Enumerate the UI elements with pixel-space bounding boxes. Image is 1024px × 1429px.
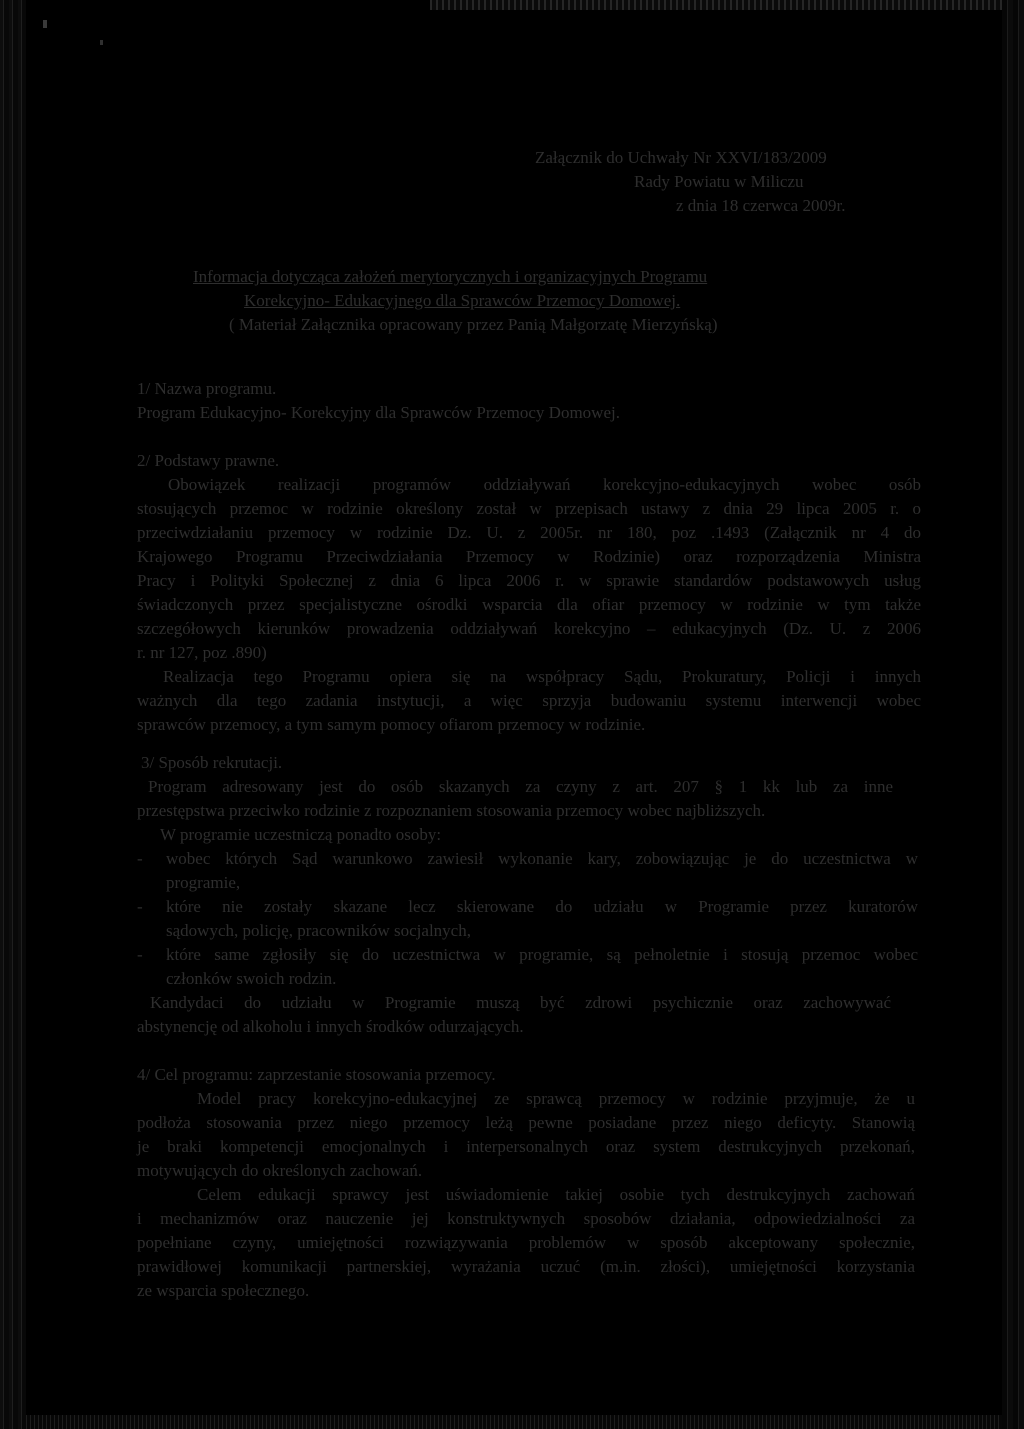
paragraph-line: abstynencję od alkoholu i innych środków odurzających.: [137, 1017, 524, 1036]
paragraph-line: świadczonych przez specjalistyczne ośrodki wsparcia dla ofiar przemocy w rodzinie w tym także: [137, 595, 921, 614]
paragraph-line: motywujących do określonych zachowań.: [137, 1161, 423, 1180]
list-item: sądowych, policję, pracowników socjalnych,: [166, 921, 471, 940]
document-title: Informacja dotycząca założeń merytorycznych i organizacyjnych Programu: [193, 267, 708, 286]
scan-edge-right: [1002, 0, 1024, 1429]
paragraph-line: sprawców przemocy, a tym samym pomocy ofiarom przemocy w rodzinie.: [137, 715, 646, 734]
paragraph-line: stosujących przemoc w rodzinie określony został w przepisach ustawy z dnia 29 lipca 2005 r. o: [137, 499, 921, 518]
list-intro: W programie uczestniczą ponadto osoby:: [160, 825, 442, 844]
paragraph-line: popełniane czyny, umiejętności rozwiązywania problemów w sposób akceptowany społecznie,: [137, 1233, 915, 1252]
list-marker: -: [137, 945, 143, 964]
header-line: Rady Powiatu w Miliczu: [634, 172, 804, 191]
list-marker: -: [137, 897, 143, 916]
title-note: ( Materiał Załącznika opracowany przez Panią Małgorzatę Mierzyńską): [229, 315, 718, 334]
section-heading: 4/ Cel programu: zaprzestanie stosowania przemocy.: [137, 1065, 496, 1084]
list-marker: -: [137, 849, 143, 868]
paragraph-line: i mechanizmów oraz nauczenie jej konstruktywnych sposobów działania, odpowiedzialności za: [137, 1209, 915, 1228]
list-item: wobec których Sąd warunkowo zawiesił wykonanie kary, zobowiązując je do uczestnictwa w: [166, 849, 918, 868]
list-item: które nie zostały skazane lecz skierowane do udziału w Programie przez kuratorów: [166, 897, 918, 916]
paragraph-line: szczegółowych kierunków prowadzenia oddziaływań korekcyjno – edukacyjnych (Dz. U. z 2006: [137, 619, 921, 638]
document-title: Korekcyjno- Edukacyjnego dla Sprawców Przemocy Domowej.: [244, 291, 681, 310]
paragraph-line: Model pracy korekcyjno-edukacyjnej ze sprawcą przemocy w rodzinie przyjmuje, że u: [197, 1089, 915, 1108]
paragraph-line: Realizacja tego Programu opiera się na współpracy Sądu, Prokuratury, Policji i innych: [163, 667, 921, 686]
paragraph-line: Krajowego Programu Przeciwdziałania Przemocy w Rodzinie) oraz rozporządzenia Ministra: [137, 547, 921, 566]
paragraph-line: Program adresowany jest do osób skazanych za czyny z art. 207 § 1 kk lub za inne: [148, 777, 893, 796]
scan-edge-left: [0, 0, 26, 1429]
scan-edge-bottom: [26, 1415, 1002, 1429]
section-heading: 3/ Sposób rekrutacji.: [141, 753, 283, 772]
paragraph-line: Kandydaci do udziału w Programie muszą być zdrowi psychicznie oraz zachowywać: [150, 993, 891, 1012]
paragraph-line: Pracy i Polityki Społecznej z dnia 6 lipca 2006 r. w sprawie standardów podstawowych usług: [137, 571, 921, 590]
header-line: Załącznik do Uchwały Nr XXVI/183/2009: [535, 148, 827, 167]
paragraph-line: przestępstwa przeciwko rodzinie z rozpoznaniem stosowania przemocy wobec najbliższych.: [137, 801, 766, 820]
section-heading: 1/ Nazwa programu.: [137, 379, 277, 398]
list-item: członków swoich rodzin.: [166, 969, 337, 988]
paragraph-line: r. nr 127, poz .890): [137, 643, 267, 662]
paragraph-line: Celem edukacji sprawcy jest uświadomienie takiej osobie tych destrukcyjnych zachowań: [197, 1185, 915, 1204]
paragraph-line: je braki kompetencji emocjonalnych i interpersonalnych oraz system destrukcyjnych przekonań,: [137, 1137, 915, 1156]
section-heading: 2/ Podstawy prawne.: [137, 451, 280, 470]
paragraph-line: ze wsparcia społecznego.: [137, 1281, 310, 1300]
paragraph-line: przeciwdziałaniu przemocy w rodzinie Dz. U. z 2005r. nr 180, poz .1493 (Załącznik nr 4 do: [137, 523, 921, 542]
scan-edge-top: [430, 0, 1024, 10]
list-item: które same zgłosiły się do uczestnictwa w programie, są pełnoletnie i stosują przemoc wobec: [166, 945, 918, 964]
scan-mark: [43, 20, 47, 28]
paragraph-line: podłoża stosowania przez niego przemocy leżą pewne posiadane przez niego deficyty. Stanowią: [137, 1113, 915, 1132]
paragraph-line: Program Edukacyjno- Korekcyjny dla Sprawców Przemocy Domowej.: [137, 403, 620, 422]
header-line: z dnia 18 czerwca 2009r.: [676, 196, 846, 215]
paragraph-line: ważnych dla tego zadania instytucji, a więc sprzyja budowaniu systemu interwencji wobec: [137, 691, 921, 710]
list-item: programie,: [166, 873, 241, 892]
paragraph-line: prawidłowej komunikacji partnerskiej, wyrażania uczuć (m.in. złości), umiejętności korzystania: [137, 1257, 915, 1276]
paragraph-line: Obowiązek realizacji programów oddziaływań korekcyjno-edukacyjnych wobec osób: [168, 475, 921, 494]
scan-mark: [100, 40, 103, 45]
